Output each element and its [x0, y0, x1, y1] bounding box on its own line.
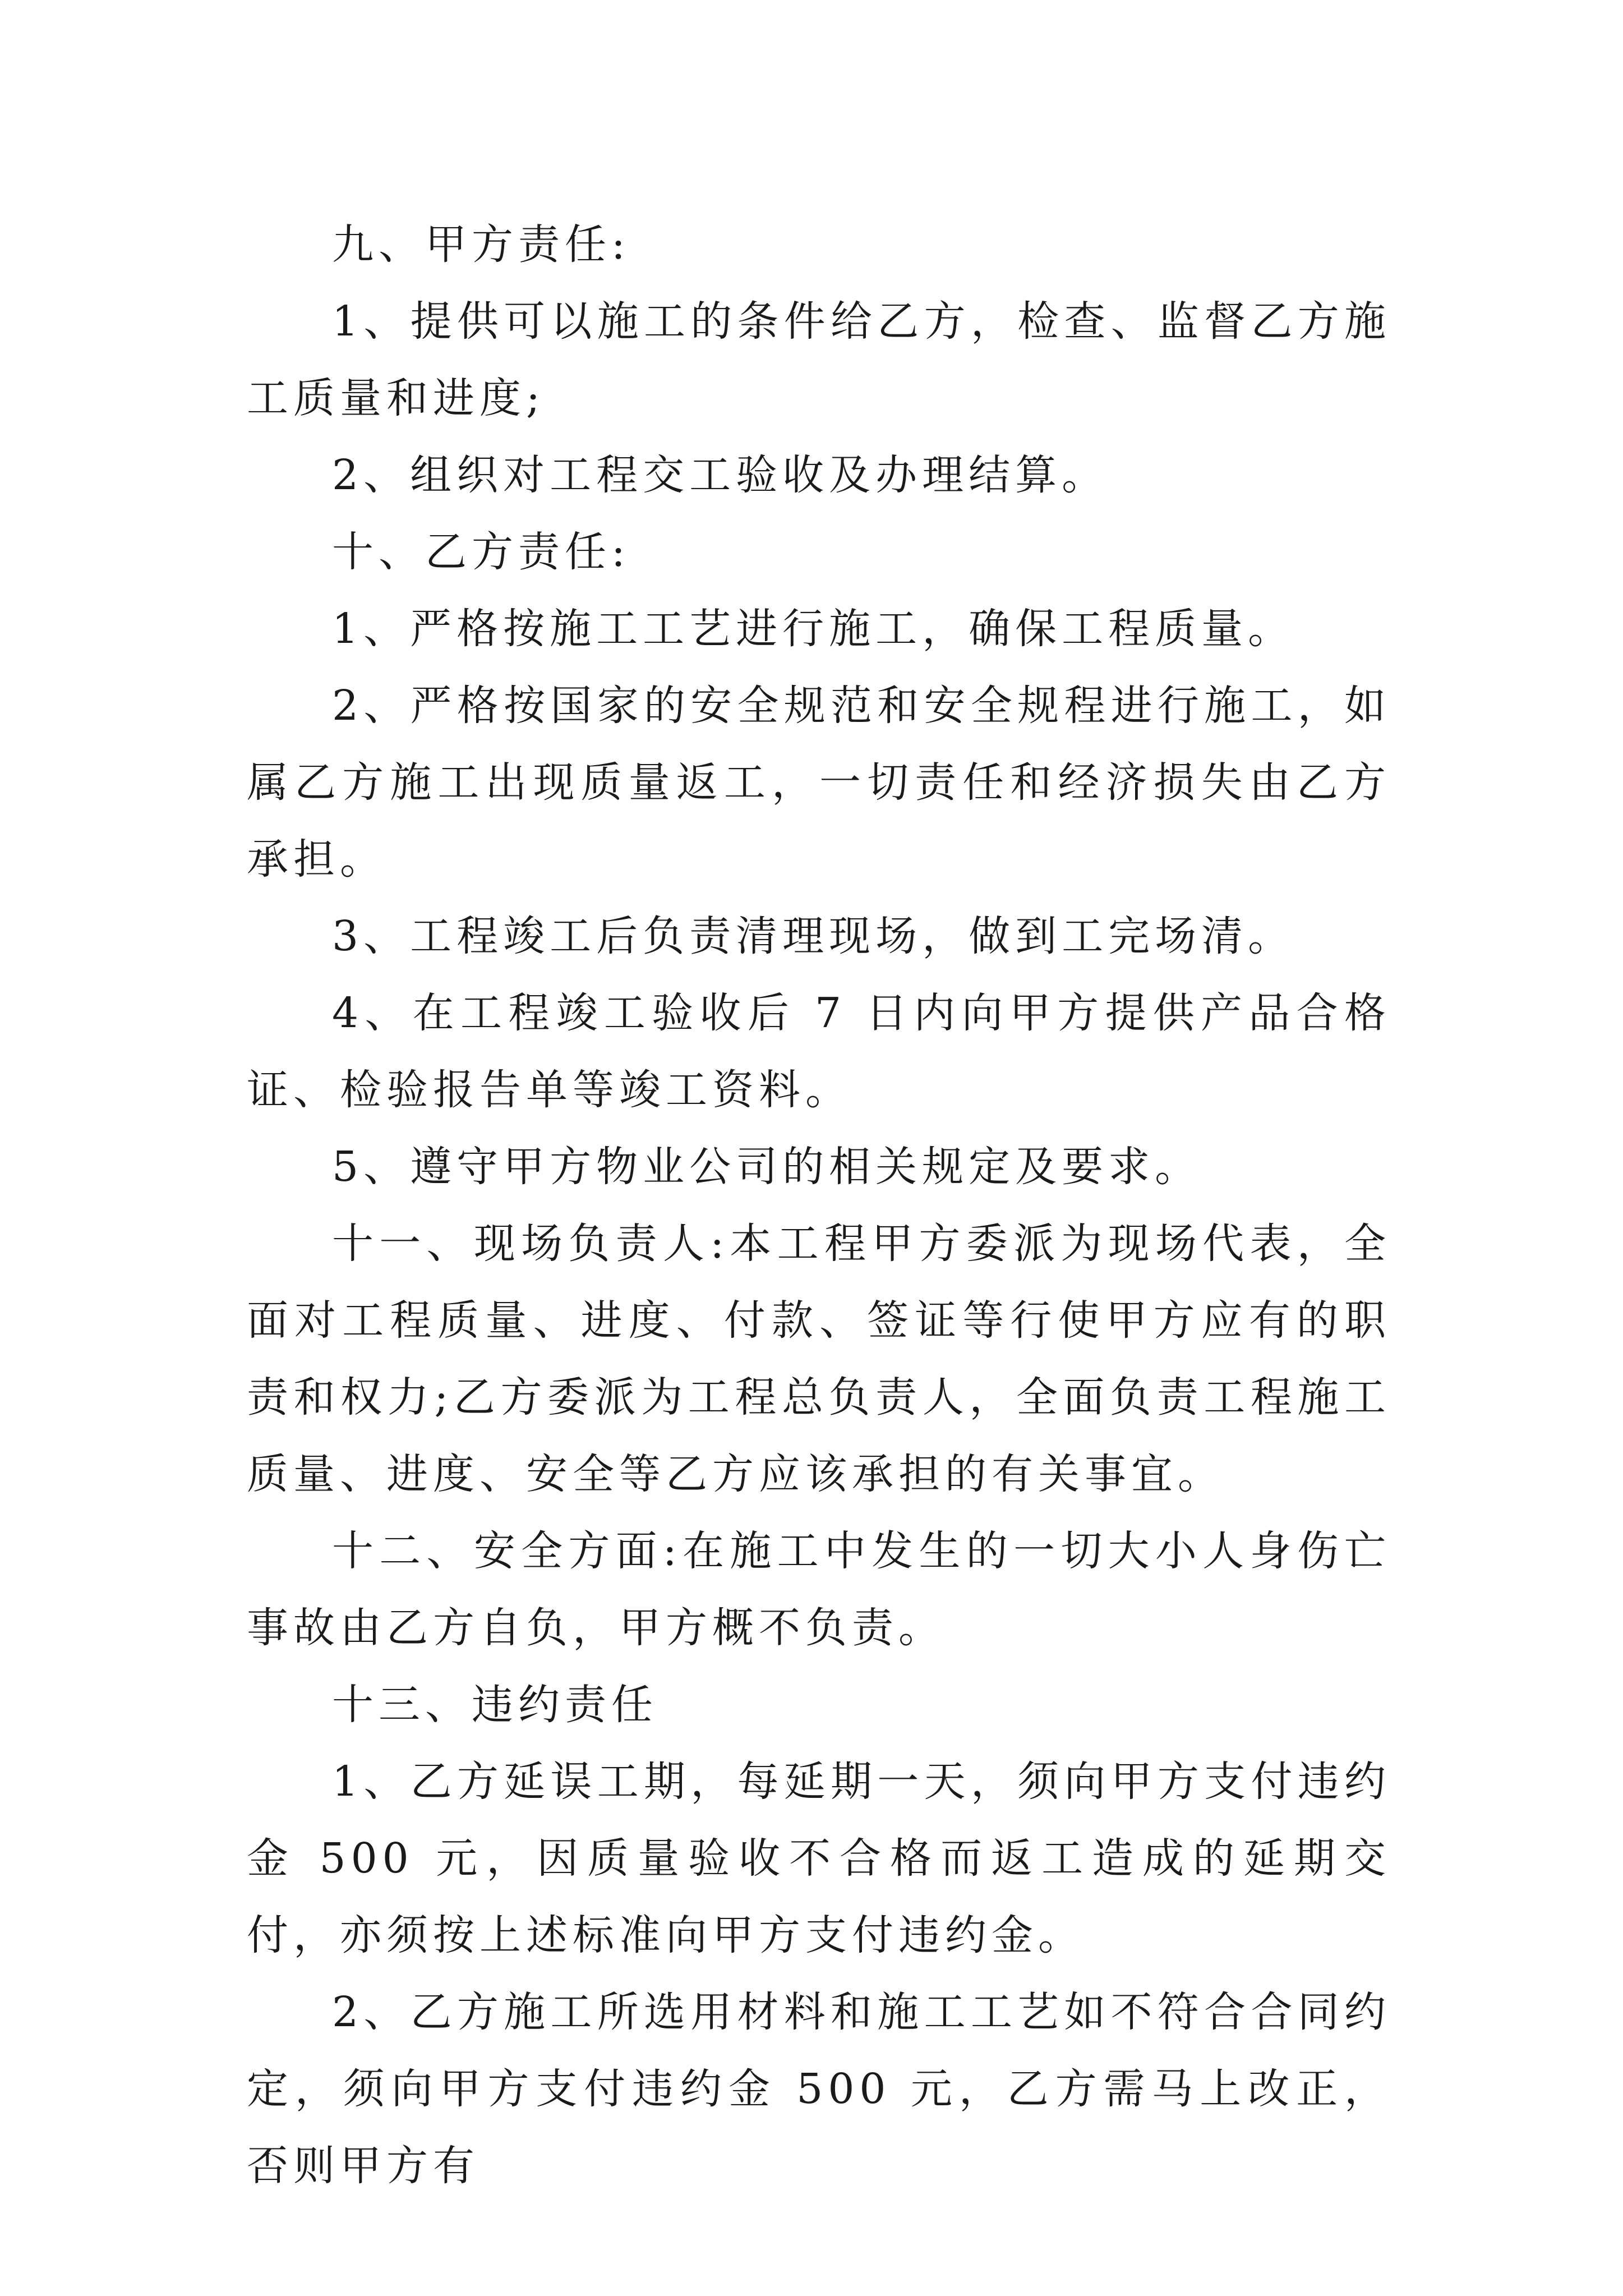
clause-paragraph: 1、乙方延误工期，每延期一天，须向甲方支付违约金 500 元，因质量验收不合格而返工造成的延期交付，亦须按上述标准向甲方支付违约金。 [247, 1757, 1391, 1959]
section-heading-party-b-duties: 十、乙方责任: [332, 528, 630, 576]
clause-paragraph: 4、在工程竣工验收后 7 日内向甲方提供产品合格证、检验报告单等竣工资料。 [247, 989, 1391, 1114]
clause-paragraph: 5、遵守甲方物业公司的相关规定及要求。 [332, 1143, 1202, 1191]
clause-paragraph: 2、乙方施工所选用材料和施工工艺如不符合合同约定，须向甲方支付违约金 500 元，乙方需马上改正，否则甲方有 [247, 1988, 1391, 2190]
clause-paragraph: 3、工程竣工后负责清理现场，做到工完场清。 [332, 912, 1295, 960]
clause-paragraph: 2、严格按国家的安全规范和安全规程进行施工，如属乙方施工出现质量返工，一切责任和经济损失由乙方承担。 [247, 682, 1391, 884]
clause-paragraph: 1、提供可以施工的条件给乙方，检查、监督乙方施工质量和进度; [247, 297, 1391, 422]
section-safety: 十二、安全方面:在施工中发生的一切大小人身伤亡事故由乙方自负，甲方概不负责。 [247, 1527, 1391, 1652]
document-body [247, 206, 1391, 2205]
clause-paragraph: 1、严格按施工工艺进行施工，确保工程质量。 [332, 605, 1295, 653]
section-heading-party-a-duties: 九、甲方责任: [332, 220, 630, 269]
section-heading-breach-liability: 十三、违约责任 [332, 1681, 658, 1729]
clause-paragraph: 2、组织对工程交工验收及办理结算。 [332, 451, 1109, 499]
section-site-manager: 十一、现场负责人:本工程甲方委派为现场代表，全面对工程质量、进度、付款、签证等行使甲方应有的职责和权力;乙方委派为工程总负责人，全面负责工程施工质量、进度、安全等乙方应该承担的有关事宜。 [247, 1220, 1391, 1498]
